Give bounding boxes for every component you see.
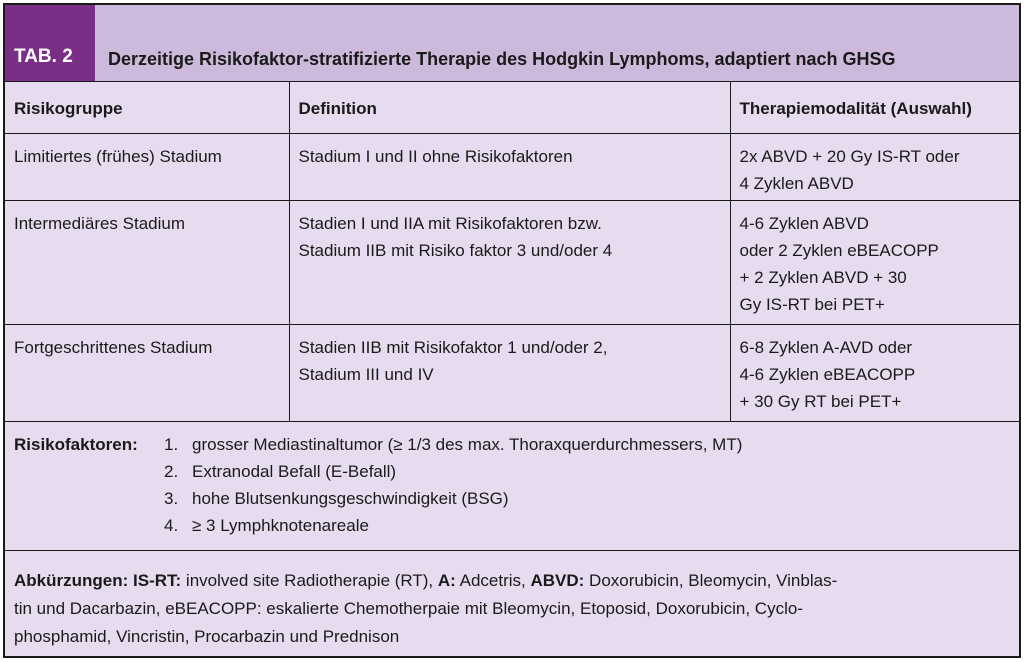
cell-therapy	[730, 201, 1019, 325]
cell-text: Stadium III und IV	[298, 365, 434, 384]
cell-therapy	[730, 134, 1019, 201]
cell-definition	[289, 201, 730, 325]
cell-group	[5, 134, 289, 201]
cell-group	[5, 201, 289, 325]
column-header-therapiemodalitaet: Therapiemodalität (Auswahl)	[730, 82, 1019, 134]
list-number: 4.	[164, 516, 179, 535]
cell-text: 4-6 Zyklen ABVD	[739, 214, 869, 233]
list-text: ≥ 3 Lymphknotenareale	[192, 516, 369, 535]
abbr-text-isrt: involved site Radiotherapie (RT),	[181, 571, 438, 590]
title-bar	[5, 5, 1019, 83]
cell-text: Stadien I und IIA mit Risikofaktoren bzw.	[298, 214, 602, 233]
cell-text: + 2 Zyklen ABVD + 30	[739, 268, 907, 287]
column-header-definition: Definition	[289, 82, 730, 134]
cell-definition	[289, 325, 730, 422]
list-text: grosser Mediastinaltumor (≥ 1/3 des max. Thoraxquerdurchmessers, MT)	[192, 435, 743, 454]
table-frame	[3, 3, 1021, 658]
table-number-label: TAB. 2	[5, 5, 95, 81]
abbreviations-line-1	[14, 567, 1010, 595]
table-body	[5, 81, 1019, 656]
list-item	[164, 485, 742, 512]
cell-definition	[289, 134, 730, 201]
risk-factors-list	[164, 431, 742, 539]
column-header-risikogruppe: Risikogruppe	[5, 82, 289, 134]
cell-text: oder 2 Zyklen eBEACOPP	[739, 241, 939, 260]
abbreviations-line-2: tin und Dacarbazin, eBEACOPP: eskalierte Chemotherpaie mit Bleomycin, Etoposid, Doxorubicin, Cyclo-	[14, 599, 803, 618]
list-number: 2.	[164, 462, 179, 481]
cell-text: Stadium IIB mit Risiko faktor 3 und/oder 4	[298, 241, 613, 260]
cell-text: 2x ABVD + 20 Gy IS-RT oder	[739, 147, 960, 166]
cell-text: Limitiertes (frühes) Stadium	[14, 147, 222, 166]
table-row	[5, 325, 1019, 422]
list-text: Extranodal Befall (E-Befall)	[192, 462, 397, 481]
table-row	[5, 134, 1019, 201]
abbr-text-a: Adcetris,	[455, 571, 531, 590]
table-title: Derzeitige Risikofaktor-stratifizierte Therapie des Hodgkin Lymphoms, adaptiert nach GHSG	[108, 49, 896, 69]
abbr-text-abvd: Doxorubicin, Bleomycin, Vinblas-	[584, 571, 838, 590]
list-item	[164, 431, 742, 458]
risk-factors-label: Risikofaktoren:	[14, 435, 138, 454]
cell-text: + 30 Gy RT bei PET+	[739, 392, 902, 411]
cell-text: Stadien IIB mit Risikofaktor 1 und/oder 2,	[298, 338, 608, 357]
list-item	[164, 512, 742, 539]
abbreviations-label: Abkürzungen:	[14, 571, 129, 590]
list-item	[164, 458, 742, 485]
abbr-term-a: A:	[437, 571, 456, 590]
cell-text: 6-8 Zyklen A-AVD oder	[739, 338, 913, 357]
cell-group	[5, 325, 289, 422]
cell-text: Fortgeschrittenes Stadium	[14, 338, 213, 357]
abbr-term-abvd: ABVD:	[530, 571, 585, 590]
cell-text: 4-6 Zyklen eBEACOPP	[739, 365, 916, 384]
cell-text: Intermediäres Stadium	[14, 214, 186, 233]
abbreviations-section	[14, 567, 1010, 651]
list-number: 3.	[164, 489, 179, 508]
table-row	[5, 201, 1019, 325]
abbreviations-line-3: phosphamid, Vincristin, Procarbazin und Prednison	[14, 627, 400, 646]
list-number: 1.	[164, 435, 179, 454]
cell-therapy	[730, 325, 1019, 422]
therapy-table	[5, 81, 1019, 422]
abbr-term-isrt: IS-RT:	[133, 571, 182, 590]
table-header-row	[5, 82, 1019, 134]
cell-text: Stadium I und II ohne Risikofaktoren	[298, 147, 573, 166]
cell-text: Gy IS-RT bei PET+	[739, 295, 885, 314]
cell-text: 4 Zyklen ABVD	[739, 174, 854, 193]
list-text: hohe Blutsenkungsgeschwindigkeit (BSG)	[192, 489, 509, 508]
risk-factors-section	[5, 421, 1019, 551]
